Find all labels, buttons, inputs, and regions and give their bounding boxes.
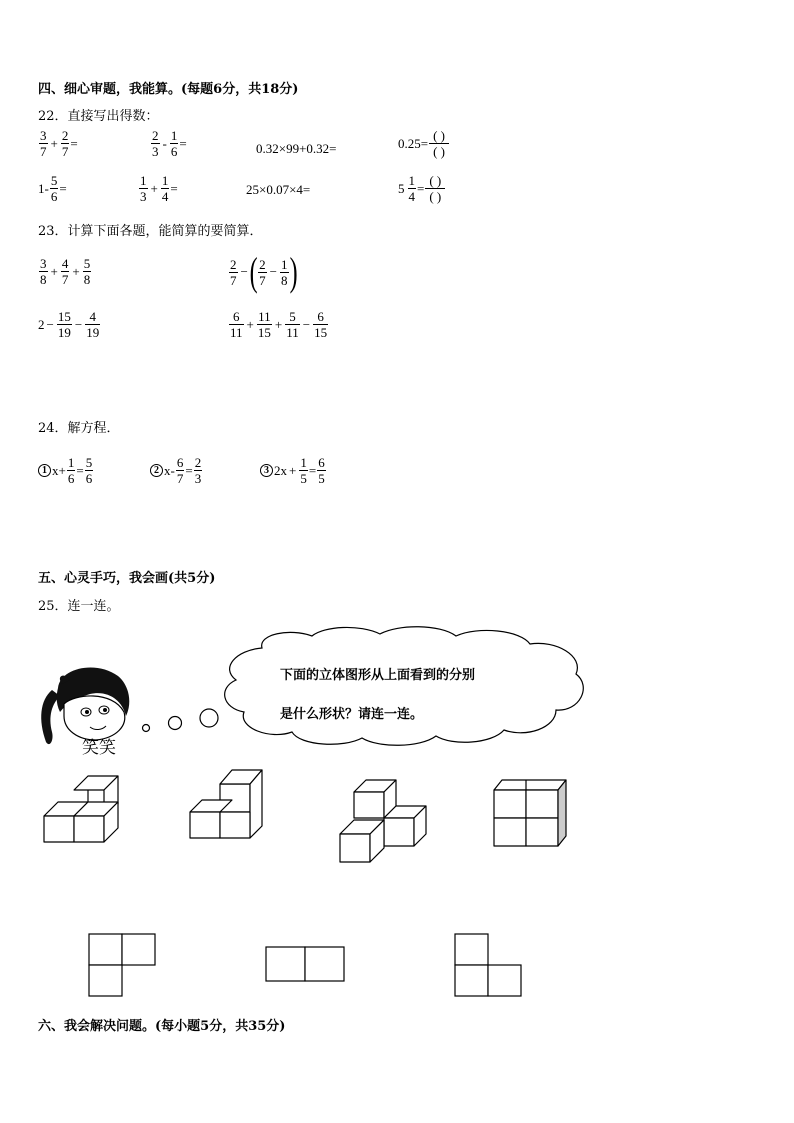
q25-title: 25．连一连。 (38, 599, 120, 614)
q24-eq-1: 1 x+ $\frac{1}{6}$ = $\frac{5}{6}$ (38, 455, 94, 486)
bubble-text-line-1: 下面的立体图形从上面看到的分别 (280, 668, 476, 683)
section-6-heading: 六、我会解决问题。(每小题5分，共35分) (38, 1019, 286, 1034)
q23-expr-3: 2 − $\frac{15}{19}$ − $\frac{4}{19}$ (38, 309, 100, 340)
bubble-text-line-2: 是什么形状？请连一连。 (280, 707, 424, 722)
q22-item-b: $\frac{2}{3}$ - $\frac{1}{6}$ = (152, 128, 187, 159)
section-4-heading: 四、细心审题，我能算。(每题6分，共18分) (38, 82, 299, 97)
top-view-shape-1 (89, 934, 155, 996)
q22-item-g: 25×0.07×4= (246, 182, 311, 197)
q22-item-c: 0.32×99+0.32= (256, 141, 337, 156)
q22-item-d: 0.25= $\frac{( )}{( )}$ (398, 128, 450, 159)
character-name-label: 笑笑 (82, 738, 116, 758)
q24-eq-3: 3 2x + $\frac{1}{5}$ = $\frac{6}{5}$ (260, 455, 327, 486)
top-view-shape-2 (266, 947, 344, 981)
section-5-heading: 五、心灵手巧，我会画(共5分) (38, 571, 216, 586)
q22-item-a: $\frac{3}{7}$ + $\frac{2}{7}$ = (40, 128, 78, 159)
q24-eq-2: 2 x- $\frac{6}{7}$ = $\frac{2}{3}$ (150, 455, 203, 486)
q22-title: 22．直接写出得数： (38, 109, 159, 124)
q22-item-f: $\frac{1}{3}$ + $\frac{1}{4}$ = (140, 173, 178, 204)
q23-title: 23．计算下面各题，能简算的要简算． (38, 224, 263, 239)
q22-item-e: 1- $\frac{5}{6}$ = (38, 173, 67, 204)
q23-expr-2: $\frac{2}{7}$ − ( $\frac{2}{7}$ − $\frac{1}{8}$ ) (230, 249, 298, 294)
q22-item-h: 5 $\frac{1}{4}$ = $\frac{( )}{( )}$ (398, 173, 446, 204)
q23-expr-1: $\frac{3}{8}$ + $\frac{4}{7}$ + $\frac{5}{8}$ (40, 256, 91, 287)
top-view-shape-3 (455, 934, 521, 996)
q23-expr-4: $\frac{6}{11}$ + $\frac{11}{15}$ + $\frac{5}{11}$ − $\frac{6}{15}$ (230, 309, 328, 340)
q24-title: 24．解方程． (38, 421, 120, 436)
